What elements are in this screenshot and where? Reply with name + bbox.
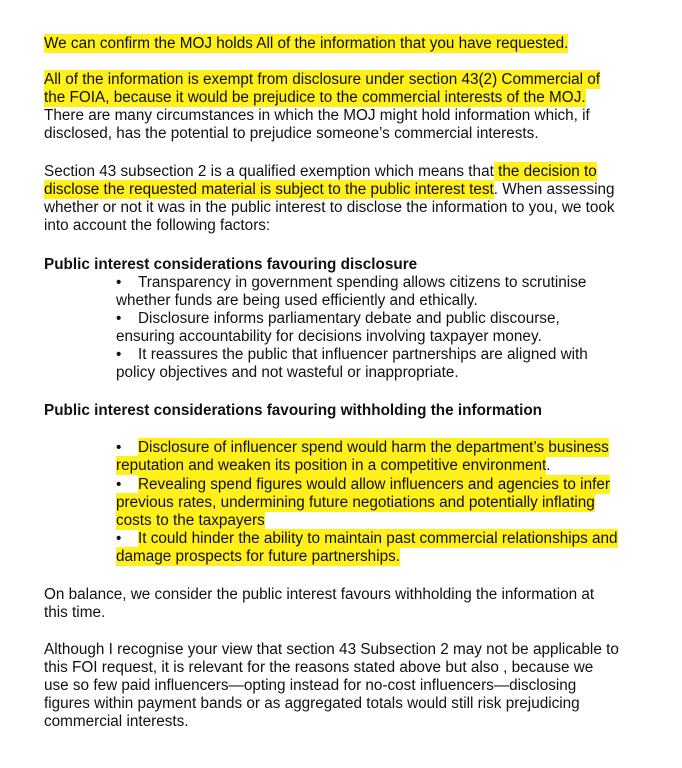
balance-line-1: On balance, we consider the public interest favours withholding the information at — [44, 586, 595, 603]
disclosure-bullet-1-line-1 — [116, 274, 586, 292]
highlight: All of the information is exempt from disclosure under section 43(2) Commercial of — [44, 71, 601, 88]
disclosure-bullet-3-line-1 — [116, 346, 588, 364]
bullet-glyph: • — [116, 346, 122, 363]
disclosure-bullet-2-line-1 — [116, 310, 560, 328]
highlight: Revealing spend figures would allow influencers and agencies to infer — [138, 476, 610, 493]
bullet-glyph: • — [116, 439, 122, 456]
closing-line-4: figures within payment bands or as aggregated totals would still risk prejudicing — [44, 695, 580, 712]
confirmation-line — [44, 35, 568, 53]
disclosure-bullet-1-line-2: whether funds are being used efficiently and ethically. — [116, 292, 478, 309]
highlight: Disclosure of influencer spend would harm the department’s business — [138, 439, 609, 456]
highlight: damage prospects for future partnerships. — [116, 548, 400, 565]
bullet-glyph: • — [116, 476, 122, 493]
highlight: the decision to — [493, 163, 597, 180]
exemption-line-2 — [44, 89, 586, 107]
qualified-exemption-line-4: into account the following factors: — [44, 217, 271, 234]
bullet-text: Disclosure informs parliamentary debate and public discourse, — [138, 310, 560, 327]
withholding-bullet-1-line-1 — [116, 439, 609, 457]
closing-line-1: Although I recognise your view that section 43 Subsection 2 may not be applicable to — [44, 641, 619, 658]
qualified-exemption-line-3: whether or not it was in the public interest to disclose the information to you, we took — [44, 199, 615, 216]
withholding-bullet-1-line-2 — [116, 457, 551, 475]
disclosure-heading: Public interest considerations favouring disclosure — [44, 256, 418, 273]
withholding-bullet-2-line-3 — [116, 512, 265, 530]
bullet-text: It reassures the public that influencer partnerships are aligned with — [138, 346, 588, 363]
plain-text: . — [546, 457, 551, 474]
withholding-bullet-2-line-2 — [116, 494, 595, 512]
exemption-line-4: disclosed, has the potential to prejudice someone’s commercial interests. — [44, 125, 539, 142]
disclosure-bullet-3-line-2: policy objectives and not wasteful or inappropriate. — [116, 364, 459, 381]
closing-line-3: use so few paid influencers—opting instead for no-cost influencers—disclosing — [44, 677, 577, 694]
withholding-bullet-3-line-1 — [116, 530, 618, 548]
plain-text: Section 43 subsection 2 is a qualified exemption which means that — [44, 163, 494, 180]
balance-line-2: this time. — [44, 604, 106, 621]
qualified-exemption-line-2 — [44, 181, 615, 199]
highlight: We can confirm the MOJ holds All of the information that you have requested. — [44, 35, 569, 52]
highlight: disclose the requested material is subject to the public interest test — [44, 181, 494, 198]
exemption-line-1 — [44, 71, 600, 89]
closing-line-5: commercial interests. — [44, 713, 189, 730]
withholding-heading: Public interest considerations favouring withholding the information — [44, 402, 543, 419]
plain-text: . When assessing — [493, 181, 615, 198]
highlight: It could hinder the ability to maintain past commercial relationships and — [138, 530, 618, 547]
highlight: costs to the taxpayers — [116, 512, 265, 529]
withholding-bullet-3-line-2 — [116, 548, 400, 566]
exemption-line-3: There are many circumstances in which the MOJ might hold information which, if — [44, 107, 590, 124]
disclosure-bullet-2-line-2: ensuring accountability for decisions involving taxpayer money. — [116, 328, 542, 345]
highlight: previous rates, undermining future negotiations and potentially inflating — [116, 494, 595, 511]
highlight: reputation and weaken its position in a competitive environment — [116, 457, 547, 474]
bullet-glyph: • — [116, 274, 122, 291]
qualified-exemption-line-1 — [44, 163, 597, 181]
bullet-text: Transparency in government spending allows citizens to scrutinise — [138, 274, 587, 291]
withholding-bullet-2-line-1 — [116, 476, 610, 494]
highlight: the FOIA, because it would be prejudice to the commercial interests of the MOJ. — [44, 89, 586, 106]
closing-line-2: this FOI request, it is relevant for the reasons stated above but also , because we — [44, 659, 594, 676]
bullet-glyph: • — [116, 530, 122, 547]
bullet-glyph: • — [116, 310, 122, 327]
